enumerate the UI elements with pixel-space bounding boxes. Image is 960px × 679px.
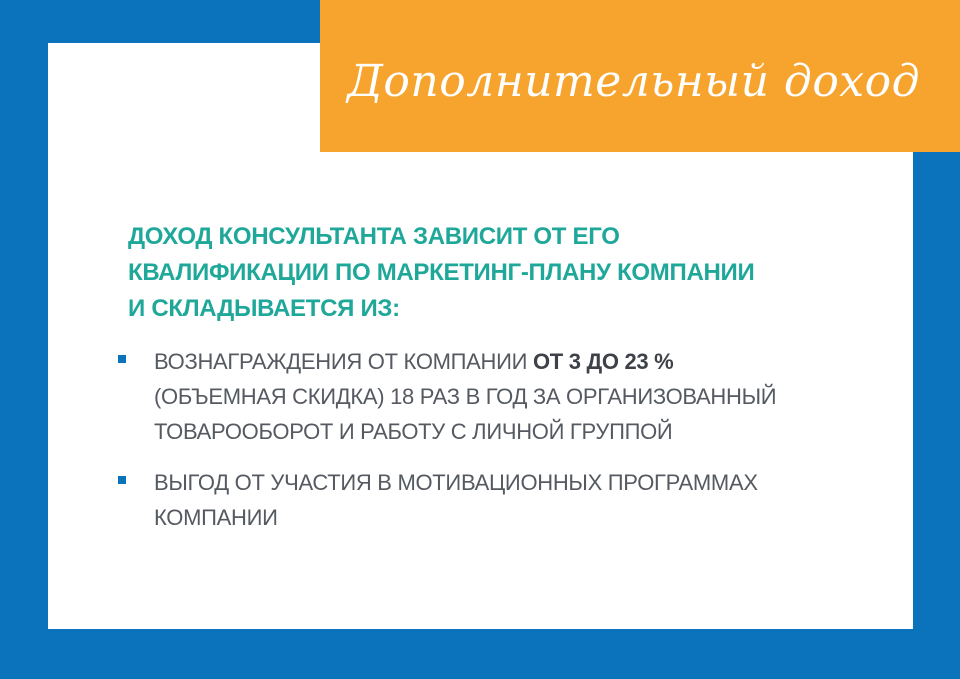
list-item bbox=[118, 465, 818, 535]
intro-heading bbox=[128, 219, 828, 327]
bullet-1-line-1 bbox=[154, 344, 818, 379]
heading-line-2: КВАЛИФИКАЦИИ ПО МАРКЕТИНГ-ПЛАНУ КОМПАНИИ bbox=[128, 259, 755, 286]
income-sources-list bbox=[118, 344, 818, 535]
bullet-1-line-2: (ОБЪЕМНАЯ СКИДКА) 18 РАЗ В ГОД ЗА ОРГАНИЗОВАННЫЙ bbox=[154, 384, 777, 409]
heading-line-3: И СКЛАДЫВАЕТСЯ ИЗ: bbox=[128, 295, 400, 322]
square-bullet-icon bbox=[118, 476, 126, 484]
bullet-1-emphasis: ОТ 3 ДО 23 % bbox=[532, 349, 674, 374]
bullet-2-line-2: КОМПАНИИ bbox=[154, 505, 278, 530]
bullet-1-prefix: ВОЗНАГРАЖДЕНИЯ ОТ КОМПАНИИ bbox=[154, 349, 533, 374]
square-bullet-icon bbox=[118, 355, 126, 363]
heading-line-1: ДОХОД КОНСУЛЬТАНТА ЗАВИСИТ ОТ ЕГО bbox=[128, 223, 620, 250]
list-item bbox=[118, 344, 818, 449]
title-banner bbox=[320, 0, 960, 152]
bullet-1-line-3: ТОВАРООБОРОТ И РАБОТУ С ЛИЧНОЙ ГРУППОЙ bbox=[154, 419, 673, 444]
bullet-2-line-1: ВЫГОД ОТ УЧАСТИЯ В МОТИВАЦИОННЫХ ПРОГРАММАХ bbox=[154, 470, 758, 495]
slide-title: Дополнительный доход bbox=[347, 56, 920, 107]
